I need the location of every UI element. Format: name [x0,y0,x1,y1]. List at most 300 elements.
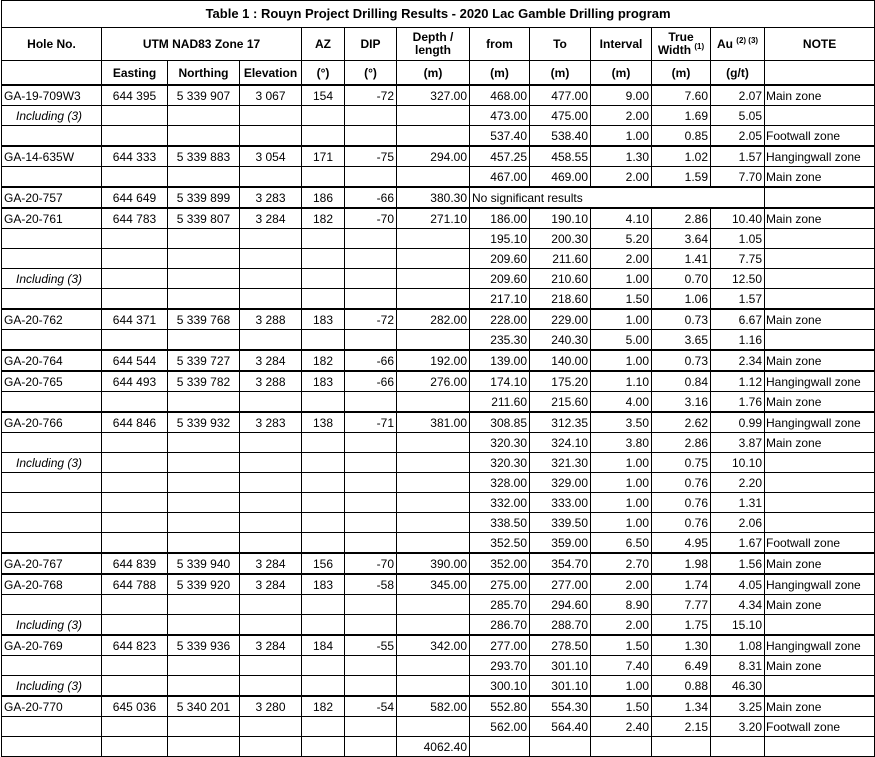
dip-cell [345,717,397,737]
note-cell: Main zone [765,696,875,717]
depth-cell [397,656,470,676]
northing-cell [168,126,240,147]
table-row [2,106,875,126]
from-cell: 293.70 [470,656,530,676]
dip-cell [345,289,397,310]
unit-hole [2,61,102,86]
hole-number-cell: GA-20-769 [2,635,102,656]
depth-cell [397,229,470,249]
hole-number-cell: Including (3) [2,676,102,697]
au-cell: 10.10 [711,453,765,473]
elevation-cell [240,676,302,697]
depth-cell [397,433,470,453]
from-cell: 457.25 [470,146,530,167]
az-cell: 154 [302,85,345,106]
to-cell: 477.00 [530,85,591,106]
az-cell [302,656,345,676]
au-cell: 1.67 [711,533,765,554]
depth-cell [397,676,470,697]
table-title: Table 1 : Rouyn Project Drilling Results - 2020 Lac Gamble Drilling program [2,1,875,28]
elevation-cell: 3 067 [240,85,302,106]
to-cell: 215.60 [530,392,591,413]
depth-cell [397,493,470,513]
depth-cell [397,473,470,493]
az-cell [302,229,345,249]
easting-cell [102,595,168,615]
hole-number-cell [2,513,102,533]
interval-cell: 2.40 [591,717,652,737]
true-width-cell: 1.75 [652,615,711,636]
easting-cell: 644 839 [102,553,168,574]
easting-cell [102,269,168,289]
from-cell: 562.00 [470,717,530,737]
interval-cell: 7.40 [591,656,652,676]
northing-cell [168,289,240,310]
easting-cell: 644 783 [102,208,168,229]
unit-interval: (m) [591,61,652,86]
elevation-cell [240,106,302,126]
dip-cell: -72 [345,309,397,330]
interval-cell: 6.50 [591,533,652,554]
easting-cell: 645 036 [102,696,168,717]
true-width-cell: 3.65 [652,330,711,351]
to-cell: 240.30 [530,330,591,351]
az-cell [302,493,345,513]
easting-cell: 644 333 [102,146,168,167]
northing-cell [168,453,240,473]
unit-from: (m) [470,61,530,86]
az-cell: 182 [302,208,345,229]
header-true-width: True Width $^{(1)}$ [652,28,711,61]
from-cell: 195.10 [470,229,530,249]
au-cell: 2.20 [711,473,765,493]
to-cell: 140.00 [530,350,591,371]
az-cell [302,595,345,615]
unit-to: (m) [530,61,591,86]
elevation-cell [240,473,302,493]
note-cell [765,676,875,697]
unit-dip: (°) [345,61,397,86]
table-row [2,595,875,615]
to-cell: 210.60 [530,269,591,289]
az-cell [302,269,345,289]
elevation-cell [240,249,302,269]
to-cell: 475.00 [530,106,591,126]
table-row [2,392,875,413]
au-cell: 2.07 [711,85,765,106]
interval-cell: 1.00 [591,309,652,330]
table-row [2,371,875,392]
au-cell: 12.50 [711,269,765,289]
northing-cell [168,106,240,126]
depth-cell: 390.00 [397,553,470,574]
hole-number-cell [2,126,102,147]
northing-cell: 5 339 768 [168,309,240,330]
dip-cell: -71 [345,412,397,433]
table-row [2,187,875,208]
elevation-cell [240,126,302,147]
to-cell: 278.50 [530,635,591,656]
dip-cell [345,533,397,554]
true-width-cell: 1.98 [652,553,711,574]
note-cell [765,269,875,289]
dip-cell [345,473,397,493]
note-cell: Footwall zone [765,533,875,554]
dip-cell [345,676,397,697]
hole-number-cell [2,717,102,737]
table-row [2,493,875,513]
header-note: NOTE [765,28,875,61]
az-cell [302,615,345,636]
depth-cell: 276.00 [397,371,470,392]
dip-cell [345,330,397,351]
note-cell: Main zone [765,433,875,453]
header-depth: Depth / length [397,28,470,61]
table-row [2,269,875,289]
true-width-cell: 1.41 [652,249,711,269]
hole-number-cell [2,595,102,615]
no-results-cell: No significant results [470,187,765,208]
elevation-cell [240,289,302,310]
dip-cell [345,493,397,513]
au-cell: 3.87 [711,433,765,453]
from-cell: 228.00 [470,309,530,330]
hole-number-cell: GA-19-709W3 [2,85,102,106]
au-cell: 7.70 [711,167,765,188]
header-dip: DIP [345,28,397,61]
true-width-cell: 2.62 [652,412,711,433]
true-width-cell: 4.95 [652,533,711,554]
au-cell: 1.05 [711,229,765,249]
table-row [2,433,875,453]
total-blank [102,737,168,757]
au-cell: 1.76 [711,392,765,413]
interval-cell: 5.20 [591,229,652,249]
au-cell: 2.05 [711,126,765,147]
unit-true-width: (m) [652,61,711,86]
true-width-cell: 7.77 [652,595,711,615]
easting-cell: 644 371 [102,309,168,330]
from-cell: 352.00 [470,553,530,574]
note-cell [765,493,875,513]
az-cell: 183 [302,309,345,330]
depth-cell: 342.00 [397,635,470,656]
to-cell: 229.00 [530,309,591,330]
table-row [2,85,875,106]
az-cell: 183 [302,371,345,392]
hole-number-cell [2,433,102,453]
hole-number-cell [2,493,102,513]
hole-number-cell: GA-20-762 [2,309,102,330]
depth-cell [397,330,470,351]
depth-cell: 192.00 [397,350,470,371]
dip-cell: -66 [345,187,397,208]
to-cell: 458.55 [530,146,591,167]
au-cell: 0.99 [711,412,765,433]
az-cell [302,533,345,554]
from-cell: 537.40 [470,126,530,147]
au-cell: 1.57 [711,146,765,167]
depth-cell [397,106,470,126]
from-cell: 300.10 [470,676,530,697]
au-cell: 1.08 [711,635,765,656]
to-cell: 469.00 [530,167,591,188]
true-width-cell: 1.06 [652,289,711,310]
dip-cell [345,433,397,453]
header-az: AZ [302,28,345,61]
to-cell: 321.30 [530,453,591,473]
total-blank [652,737,711,757]
interval-cell: 1.00 [591,126,652,147]
note-cell [765,289,875,310]
az-cell: 186 [302,187,345,208]
northing-cell: 5 339 932 [168,412,240,433]
note-cell: Main zone [765,85,875,106]
depth-cell: 381.00 [397,412,470,433]
from-cell: 285.70 [470,595,530,615]
au-cell: 5.05 [711,106,765,126]
elevation-cell: 3 284 [240,574,302,595]
table-row [2,330,875,351]
depth-cell: 345.00 [397,574,470,595]
hole-number-cell: Including (3) [2,453,102,473]
au-cell: 3.25 [711,696,765,717]
easting-cell [102,533,168,554]
note-cell: Hangingwall zone [765,635,875,656]
table-row [2,249,875,269]
dip-cell: -75 [345,146,397,167]
easting-cell [102,106,168,126]
northing-cell [168,676,240,697]
header-to: To [530,28,591,61]
total-blank [591,737,652,757]
to-cell: 211.60 [530,249,591,269]
interval-cell: 1.00 [591,473,652,493]
depth-cell: 380.30 [397,187,470,208]
total-blank [711,737,765,757]
interval-cell: 1.50 [591,289,652,310]
note-cell [765,187,875,208]
easting-cell [102,126,168,147]
northing-cell: 5 339 907 [168,85,240,106]
to-cell: 324.10 [530,433,591,453]
true-width-cell: 1.34 [652,696,711,717]
easting-cell: 644 493 [102,371,168,392]
easting-cell: 644 544 [102,350,168,371]
to-cell: 301.10 [530,676,591,697]
dip-cell [345,126,397,147]
note-cell: Main zone [765,167,875,188]
dip-cell: -70 [345,553,397,574]
table-row [2,146,875,167]
table-row [2,553,875,574]
to-cell: 354.70 [530,553,591,574]
dip-cell: -72 [345,85,397,106]
to-cell: 359.00 [530,533,591,554]
true-width-cell: 0.76 [652,473,711,493]
depth-cell: 271.10 [397,208,470,229]
elevation-cell: 3 284 [240,350,302,371]
northing-cell [168,269,240,289]
table-body [2,85,875,737]
easting-cell [102,330,168,351]
dip-cell: -70 [345,208,397,229]
northing-cell: 5 339 936 [168,635,240,656]
interval-cell: 1.50 [591,696,652,717]
depth-cell [397,533,470,554]
to-cell: 339.50 [530,513,591,533]
to-cell: 329.00 [530,473,591,493]
depth-cell: 294.00 [397,146,470,167]
true-width-cell: 1.30 [652,635,711,656]
hole-number-cell: GA-20-757 [2,187,102,208]
total-blank [2,737,102,757]
to-cell: 190.10 [530,208,591,229]
table-row [2,635,875,656]
true-width-cell: 0.73 [652,309,711,330]
northing-cell [168,717,240,737]
from-cell: 174.10 [470,371,530,392]
easting-cell: 644 395 [102,85,168,106]
az-cell: 156 [302,553,345,574]
hole-number-cell [2,392,102,413]
from-cell: 328.00 [470,473,530,493]
note-cell [765,473,875,493]
au-cell: 2.06 [711,513,765,533]
az-cell: 183 [302,574,345,595]
easting-cell [102,392,168,413]
elevation-cell [240,513,302,533]
true-width-cell: 0.85 [652,126,711,147]
to-cell: 294.60 [530,595,591,615]
interval-cell: 1.00 [591,676,652,697]
elevation-cell: 3 054 [240,146,302,167]
northing-cell: 5 340 201 [168,696,240,717]
northing-cell [168,229,240,249]
interval-cell: 1.00 [591,269,652,289]
elevation-cell [240,433,302,453]
dip-cell: -66 [345,350,397,371]
depth-cell [397,453,470,473]
note-cell: Hangingwall zone [765,146,875,167]
from-cell: 352.50 [470,533,530,554]
depth-cell [397,717,470,737]
easting-cell [102,717,168,737]
easting-cell [102,513,168,533]
au-cell: 1.31 [711,493,765,513]
elevation-cell [240,595,302,615]
hole-number-cell: GA-20-766 [2,412,102,433]
note-cell: Main zone [765,656,875,676]
interval-cell: 1.00 [591,350,652,371]
unit-elevation: Elevation [240,61,302,86]
note-cell: Main zone [765,350,875,371]
to-cell: 312.35 [530,412,591,433]
table-row [2,574,875,595]
interval-cell: 2.00 [591,615,652,636]
note-cell: Main zone [765,595,875,615]
easting-cell [102,615,168,636]
true-width-cell: 2.86 [652,433,711,453]
table-row [2,696,875,717]
easting-cell [102,289,168,310]
dip-cell [345,453,397,473]
au-cell: 4.05 [711,574,765,595]
northing-cell: 5 339 782 [168,371,240,392]
az-cell: 171 [302,146,345,167]
total-blank [302,737,345,757]
northing-cell: 5 339 899 [168,187,240,208]
easting-cell [102,473,168,493]
au-cell: 10.40 [711,208,765,229]
au-cell: 15.10 [711,615,765,636]
from-cell: 320.30 [470,433,530,453]
easting-cell: 644 788 [102,574,168,595]
true-width-cell: 1.69 [652,106,711,126]
northing-cell [168,392,240,413]
depth-cell [397,595,470,615]
northing-cell [168,513,240,533]
to-cell: 200.30 [530,229,591,249]
note-cell: Hangingwall zone [765,412,875,433]
dip-cell [345,656,397,676]
dip-cell [345,615,397,636]
note-cell: Main zone [765,392,875,413]
elevation-cell [240,330,302,351]
hole-number-cell: Including (3) [2,269,102,289]
northing-cell [168,533,240,554]
az-cell [302,513,345,533]
hole-number-cell [2,473,102,493]
depth-cell [397,392,470,413]
drilling-results-table [1,0,875,757]
from-cell: 211.60 [470,392,530,413]
true-width-cell: 6.49 [652,656,711,676]
easting-cell [102,453,168,473]
az-cell [302,167,345,188]
dip-cell [345,249,397,269]
interval-cell: 5.00 [591,330,652,351]
interval-cell: 1.00 [591,513,652,533]
true-width-cell: 0.70 [652,269,711,289]
to-cell: 288.70 [530,615,591,636]
depth-cell [397,269,470,289]
header-hole: Hole No. [2,28,102,61]
easting-cell: 644 846 [102,412,168,433]
from-cell: 468.00 [470,85,530,106]
table-row [2,717,875,737]
hole-number-cell [2,249,102,269]
northing-cell: 5 339 883 [168,146,240,167]
from-cell: 332.00 [470,493,530,513]
total-depth: 4062.40 [397,737,470,757]
au-cell: 46.30 [711,676,765,697]
table-row [2,229,875,249]
easting-cell [102,167,168,188]
az-cell [302,330,345,351]
total-blank [765,737,875,757]
easting-cell [102,229,168,249]
depth-cell [397,126,470,147]
az-cell [302,676,345,697]
au-cell: 1.56 [711,553,765,574]
total-blank [470,737,530,757]
header-interval: Interval [591,28,652,61]
to-cell: 218.60 [530,289,591,310]
northing-cell: 5 339 807 [168,208,240,229]
elevation-cell: 3 283 [240,412,302,433]
elevation-cell [240,269,302,289]
